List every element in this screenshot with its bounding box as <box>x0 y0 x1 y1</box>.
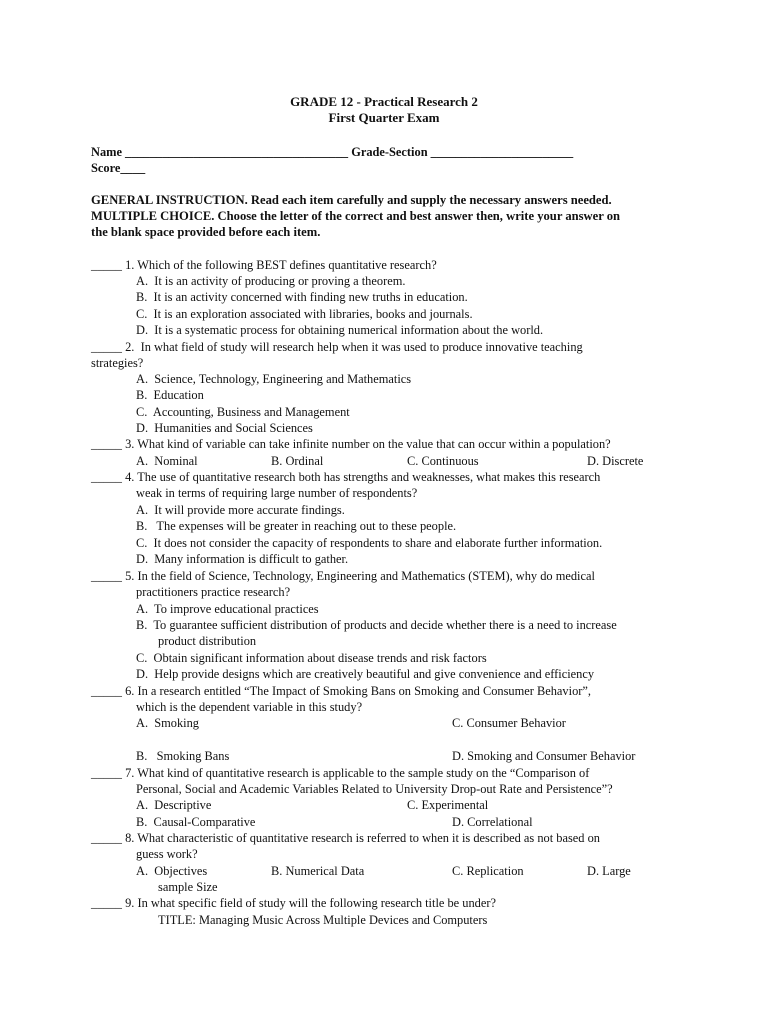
q2-option-c: C. Accounting, Business and Management <box>136 405 350 419</box>
exam-subtitle: First Quarter Exam <box>328 110 440 125</box>
q1-option-b: B. It is an activity concerned with finding new truths in education. <box>136 290 468 304</box>
question-1: _____ 1. Which of the following BEST defines quantitative research? <box>91 258 437 272</box>
question-8-cont: guess work? <box>136 847 198 861</box>
q3-option-a: A. Nominal <box>136 454 198 468</box>
q2-option-a: A. Science, Technology, Engineering and Mathematics <box>136 372 412 386</box>
question-4: _____ 4. The use of quantitative research both has strengths and weaknesses, what makes this research <box>91 470 601 484</box>
q2-option-b: B. Education <box>136 388 204 402</box>
q6-option-a: A. Smoking <box>136 716 199 730</box>
question-9: _____ 9. In what specific field of study will the following research title be under? <box>91 896 496 910</box>
question-3: _____ 3. What kind of variable can take infinite number on the value that can occur within a population? <box>91 437 611 451</box>
q8-option-d: D. Large <box>587 864 631 878</box>
q8-option-a: A. Objectives <box>136 864 208 878</box>
q3-option-c: C. Continuous <box>407 454 479 468</box>
q7-option-b: B. Causal-Comparative <box>136 815 256 829</box>
q1-option-c: C. It is an exploration associated with libraries, books and journals. <box>136 307 473 321</box>
q5-option-a: A. To improve educational practices <box>136 602 319 616</box>
q8-option-a-cont: sample Size <box>158 880 218 894</box>
general-instruction: GENERAL INSTRUCTION. Read each item carefully and supply the necessary answers needed. <box>91 193 612 207</box>
q8-option-c: C. Replication <box>452 864 524 878</box>
question-7-cont: Personal, Social and Academic Variables Related to University Drop-out Rate and Persistence”? <box>136 782 613 796</box>
name-grade-section-line: Name ____________________________________ Grade-Section _______________________ <box>91 145 574 159</box>
question-5: _____ 5. In the field of Science, Technology, Engineering and Mathematics (STEM), why do medical <box>91 569 595 583</box>
q7-option-d: D. Correlational <box>452 815 533 829</box>
q6-option-d: D. Smoking and Consumer Behavior <box>452 749 636 763</box>
q4-option-c: C. It does not consider the capacity of respondents to share and elaborate further information. <box>136 536 603 550</box>
q6-option-c: C. Consumer Behavior <box>452 716 566 730</box>
multiple-choice-instruction-cont: the blank space provided before each item. <box>91 225 321 239</box>
q1-option-a: A. It is an activity of producing or proving a theorem. <box>136 274 406 288</box>
q4-option-a: A. It will provide more accurate findings. <box>136 503 345 517</box>
question-4-cont: weak in terms of requiring large number of respondents? <box>136 486 418 500</box>
q9-research-title: TITLE: Managing Music Across Multiple Devices and Computers <box>158 913 488 927</box>
exam-title: GRADE 12 - Practical Research 2 <box>290 94 478 109</box>
q8-option-b: B. Numerical Data <box>271 864 365 878</box>
multiple-choice-instruction: MULTIPLE CHOICE. Choose the letter of the correct and best answer then, write your answer on <box>91 209 621 223</box>
q5-option-d: D. Help provide designs which are creatively beautiful and give convenience and efficiency <box>136 667 595 681</box>
q1-option-d: D. It is a systematic process for obtaining numerical information about the world. <box>136 323 544 337</box>
q5-option-b-cont: product distribution <box>158 634 257 648</box>
question-2: _____ 2. In what field of study will research help when it was used to produce innovative teaching <box>91 340 583 354</box>
question-6: _____ 6. In a research entitled “The Impact of Smoking Bans on Smoking and Consumer Behavior”, <box>91 684 591 698</box>
q5-option-c: C. Obtain significant information about disease trends and risk factors <box>136 651 487 665</box>
q3-option-b: B. Ordinal <box>271 454 324 468</box>
question-7: _____ 7. What kind of quantitative research is applicable to the sample study on the “Comparison of <box>91 766 590 780</box>
q4-option-b: B. The expenses will be greater in reaching out to these people. <box>136 519 457 533</box>
question-2-cont: strategies? <box>91 356 144 370</box>
q7-option-c: C. Experimental <box>407 798 489 812</box>
q4-option-d: D. Many information is difficult to gather. <box>136 552 349 566</box>
score-line: Score____ <box>91 161 146 175</box>
question-6-cont: which is the dependent variable in this study? <box>136 700 363 714</box>
q2-option-d: D. Humanities and Social Sciences <box>136 421 313 435</box>
q5-option-b: B. To guarantee sufficient distribution of products and decide whether there is a need to increase <box>136 618 617 632</box>
question-8: _____ 8. What characteristic of quantitative research is referred to when it is described as not based on <box>91 831 600 845</box>
q6-option-b: B. Smoking Bans <box>136 749 230 763</box>
q7-option-a: A. Descriptive <box>136 798 212 812</box>
question-5-cont: practitioners practice research? <box>136 585 291 599</box>
q3-option-d: D. Discrete <box>587 454 644 468</box>
